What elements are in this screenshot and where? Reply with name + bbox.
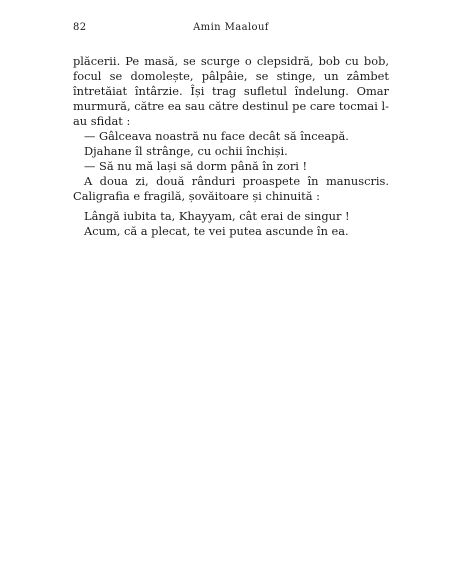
verse-quote xyxy=(84,209,384,239)
page-header xyxy=(73,22,389,38)
verse-line: Acum, că a plecat, te vei putea ascunde în ea. xyxy=(84,224,349,238)
dialogue-line: — Să nu mă lași să dorm până în zori ! xyxy=(84,159,308,173)
paragraph: Djahane îl strânge, cu ochii închiși. xyxy=(84,144,288,158)
paragraph: A doua zi, două rânduri proaspete în manuscris. Caligrafia e fragilă, șovăitoare și chinuită : xyxy=(73,174,389,203)
body-text xyxy=(73,54,389,204)
running-head: Amin Maalouf xyxy=(193,22,269,33)
paragraph: plăcerii. Pe masă, se scurge o clepsidră, bob cu bob, focul se domolește, pâlpâie, se stinge, un zâmbet întretăiat întârzie. Își trag sufletul îndelung. Omar murmură, către ea sau către destinul pe care tocmai l-au sfidat : xyxy=(73,54,389,128)
page-number: 82 xyxy=(73,22,87,33)
verse-line: Lângă iubita ta, Khayyam, cât erai de singur ! xyxy=(84,209,350,223)
dialogue-line: — Gâlceava noastră nu face decât să înceapă. xyxy=(84,129,349,143)
